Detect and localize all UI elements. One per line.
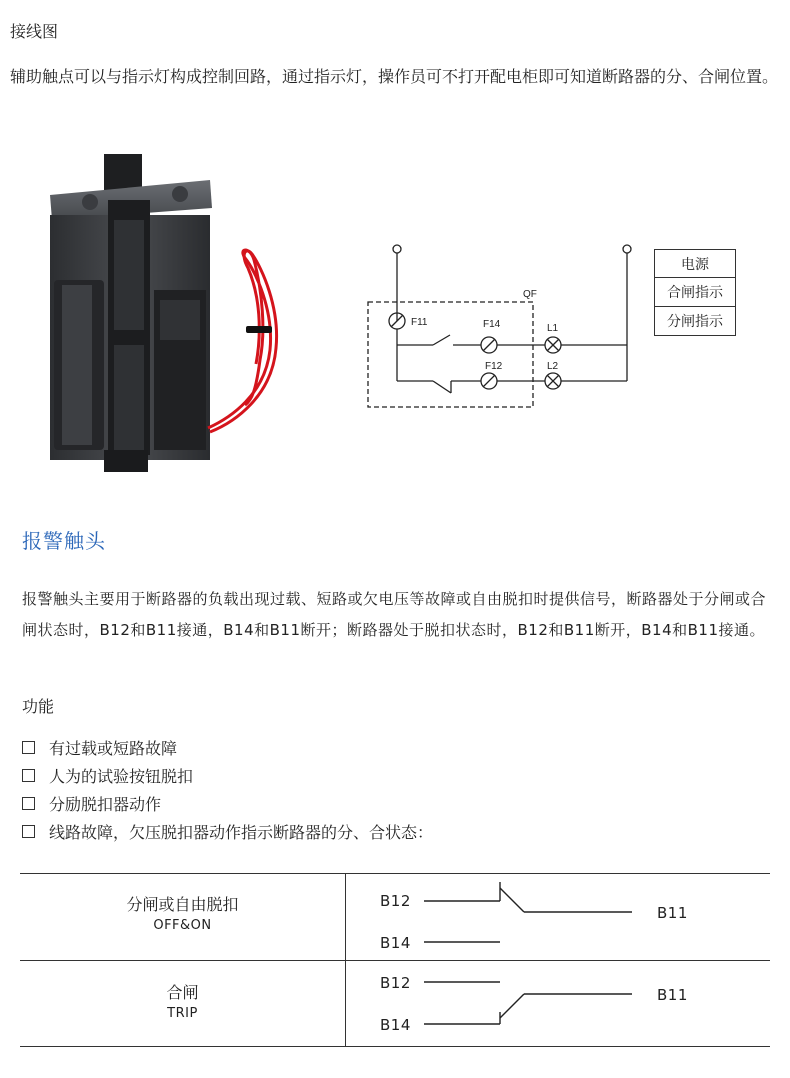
list-item: 有过载或短路故障 bbox=[22, 733, 433, 761]
contact-label-b11: B11 bbox=[657, 904, 688, 922]
functions-title: 功能 bbox=[22, 697, 55, 716]
table-column-divider bbox=[345, 873, 346, 1046]
functions-list bbox=[22, 733, 433, 845]
f11-label: F11 bbox=[411, 317, 428, 328]
legend-open-indicator: 分闸指示 bbox=[654, 307, 736, 336]
table-row bbox=[20, 894, 345, 936]
wiring-heading: 接线图 bbox=[10, 22, 59, 41]
list-item: 人为的试验按钮脱扣 bbox=[22, 761, 433, 789]
checkbox-icon bbox=[22, 769, 35, 782]
checkbox-icon bbox=[22, 741, 35, 754]
contact-label-b12: B12 bbox=[380, 974, 411, 992]
alarm-section-body: 报警触头主要用于断路器的负载出现过载、短路或欠电压等故障或自由脱扣时提供信号，断路器处于分闸或合闸状态时，B12和B11接通，B14和B11断开；断路器处于脱扣状态时，B12和B11断开，B14和B11接通。 bbox=[22, 590, 767, 639]
state-name-en: TRIP bbox=[167, 1006, 198, 1021]
contact-diagram-open bbox=[420, 876, 640, 946]
auxiliary-contact-photo bbox=[40, 150, 300, 475]
state-name-en: OFF&ON bbox=[153, 918, 212, 933]
table-row-divider bbox=[20, 960, 770, 961]
f12-label: F12 bbox=[485, 361, 503, 372]
alarm-section-title: 报警触头 bbox=[22, 529, 106, 553]
list-item: 线路故障，欠压脱扣器动作指示断路器的分、合状态： bbox=[22, 817, 433, 845]
l2-label: L2 bbox=[547, 361, 559, 372]
f14-label: F14 bbox=[483, 319, 501, 330]
legend-power: 电源 bbox=[654, 249, 736, 278]
checkbox-icon bbox=[22, 825, 35, 838]
table-bottom-rule bbox=[20, 1046, 770, 1047]
qf-label: QF bbox=[523, 289, 537, 300]
legend-closed-indicator: 合闸指示 bbox=[654, 278, 736, 307]
table-row bbox=[20, 982, 345, 1024]
wiring-diagram bbox=[355, 235, 645, 420]
state-name-zh: 合闸 bbox=[166, 983, 199, 1002]
wiring-description: 辅助触点可以与指示灯构成控制回路，通过指示灯，操作员可不打开配电柜即可知道断路器的分、合闸位置。 bbox=[10, 67, 779, 86]
contact-label-b12: B12 bbox=[380, 892, 411, 910]
list-item: 分励脱扣器动作 bbox=[22, 789, 433, 817]
state-name-zh: 分闸或自由脱扣 bbox=[126, 895, 239, 914]
l1-label: L1 bbox=[547, 323, 559, 334]
table-top-rule bbox=[20, 873, 770, 874]
checkbox-icon bbox=[22, 797, 35, 810]
wiring-legend bbox=[654, 249, 736, 336]
contact-label-b14: B14 bbox=[380, 934, 411, 952]
contact-diagram-trip bbox=[420, 966, 640, 1036]
contact-label-b14: B14 bbox=[380, 1016, 411, 1034]
contact-label-b11: B11 bbox=[657, 986, 688, 1004]
